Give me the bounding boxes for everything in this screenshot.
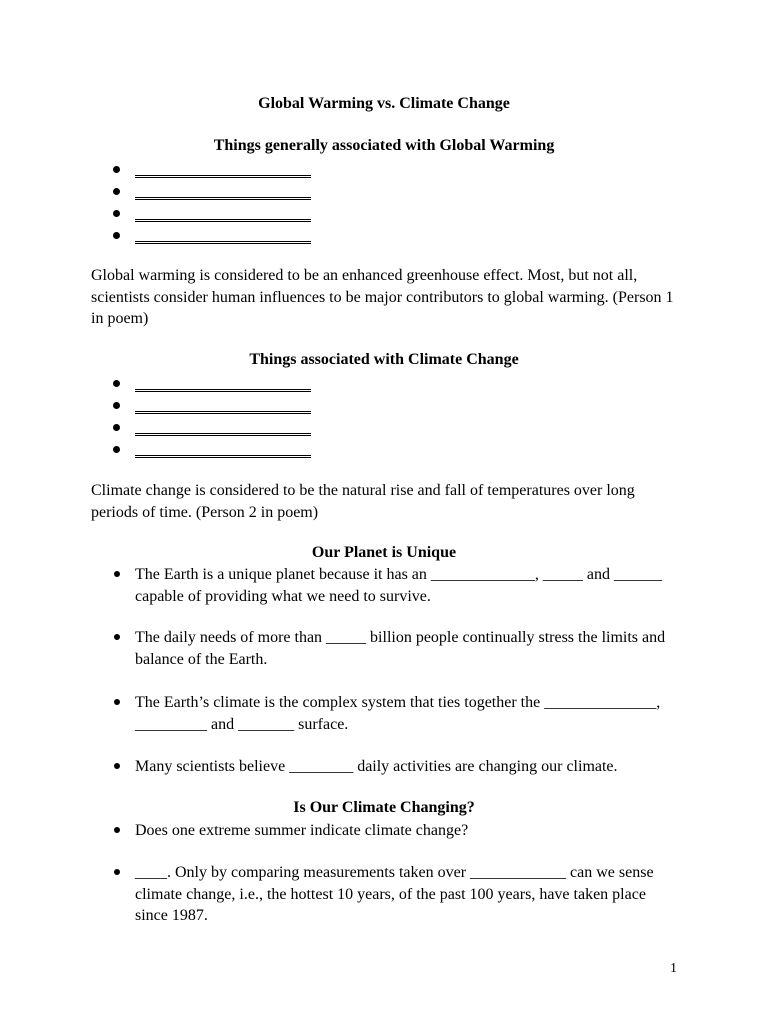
blank-list-item bbox=[0, 438, 400, 460]
bullet-icon bbox=[113, 166, 120, 173]
blank-list-item bbox=[0, 224, 400, 246]
bullet-icon bbox=[114, 571, 120, 577]
blank-list-item bbox=[0, 394, 400, 416]
answer-blank[interactable]: _____________ bbox=[430, 566, 535, 583]
page-number: 1 bbox=[670, 961, 677, 976]
bullet-icon bbox=[113, 188, 120, 195]
list-item: Many scientists believe ________ daily activities are changing our climate. bbox=[135, 758, 618, 775]
bullet-icon bbox=[113, 380, 120, 387]
answer-blank[interactable]: ______________ bbox=[544, 694, 657, 711]
answer-line-double bbox=[135, 199, 311, 201]
answer-blank[interactable]: ________ bbox=[289, 758, 354, 775]
answer-line-double bbox=[135, 221, 311, 223]
answer-blank[interactable]: _____ bbox=[542, 566, 583, 583]
answer-blank[interactable]: ______ bbox=[614, 566, 662, 583]
blank-list-item bbox=[0, 158, 400, 180]
list-item: The Earth is a unique planet because it has an _____________, _____ and ______ capable of providing what we need to survive. bbox=[135, 566, 662, 605]
list-item: The Earth’s climate is the complex system that ties together the ______________, _________ and _______ surface. bbox=[135, 694, 661, 733]
bullet-icon bbox=[114, 763, 120, 769]
blank-list-item bbox=[0, 180, 400, 202]
bullet-icon bbox=[113, 424, 120, 431]
list-item: The daily needs of more than _____ billion people continually stress the limits and balance of the Earth. bbox=[135, 629, 666, 668]
answer-blank[interactable]: _______ bbox=[238, 715, 295, 733]
answer-line-double bbox=[135, 177, 311, 179]
climate-change-paragraph: Climate change is considered to be the natural rise and fall of temperatures over long periods of time. (Person 2 in poem) bbox=[91, 482, 635, 521]
blank-list-item bbox=[0, 372, 400, 394]
bullet-icon bbox=[113, 232, 120, 239]
blank-list-item bbox=[0, 416, 400, 438]
bullet-icon bbox=[113, 446, 120, 453]
answer-blank[interactable]: ____ bbox=[135, 864, 167, 881]
our-planet-heading: Our Planet is Unique bbox=[311, 544, 457, 561]
bullet-icon bbox=[114, 699, 120, 705]
global-warming-paragraph: Global warming is considered to be an enhanced greenhouse effect. Most, but not all, scientists consider human influences to be major contributors to global warming. (Person 1 in poem) bbox=[91, 267, 674, 327]
bullet-icon bbox=[113, 210, 120, 217]
bullet-icon bbox=[114, 827, 120, 833]
climate-change-heading: Things associated with Climate Change bbox=[249, 351, 519, 368]
answer-blank[interactable]: _________ bbox=[135, 715, 207, 733]
answer-line-double bbox=[135, 243, 311, 245]
bullet-icon bbox=[113, 402, 120, 409]
climate-changing-heading: Is Our Climate Changing? bbox=[293, 799, 475, 816]
global-warming-heading: Things generally associated with Global Warming bbox=[213, 137, 555, 154]
answer-blank[interactable]: ____________ bbox=[470, 864, 567, 881]
list-item: ____. Only by comparing measurements taken over ____________ can we sense climate change, i.e., the hottest 10 years, of the past 100 years, have taken place since 1987. bbox=[135, 864, 654, 924]
answer-line-double bbox=[135, 391, 311, 393]
bullet-icon bbox=[114, 634, 120, 640]
list-item: Does one extreme summer indicate climate change? bbox=[135, 822, 469, 839]
answer-line-double bbox=[135, 457, 311, 459]
answer-blank[interactable]: _____ bbox=[326, 629, 367, 646]
page-title: Global Warming vs. Climate Change bbox=[258, 95, 510, 112]
bullet-icon bbox=[114, 869, 120, 875]
answer-line-double bbox=[135, 413, 311, 415]
blank-list-item bbox=[0, 202, 400, 224]
answer-line-double bbox=[135, 435, 311, 437]
